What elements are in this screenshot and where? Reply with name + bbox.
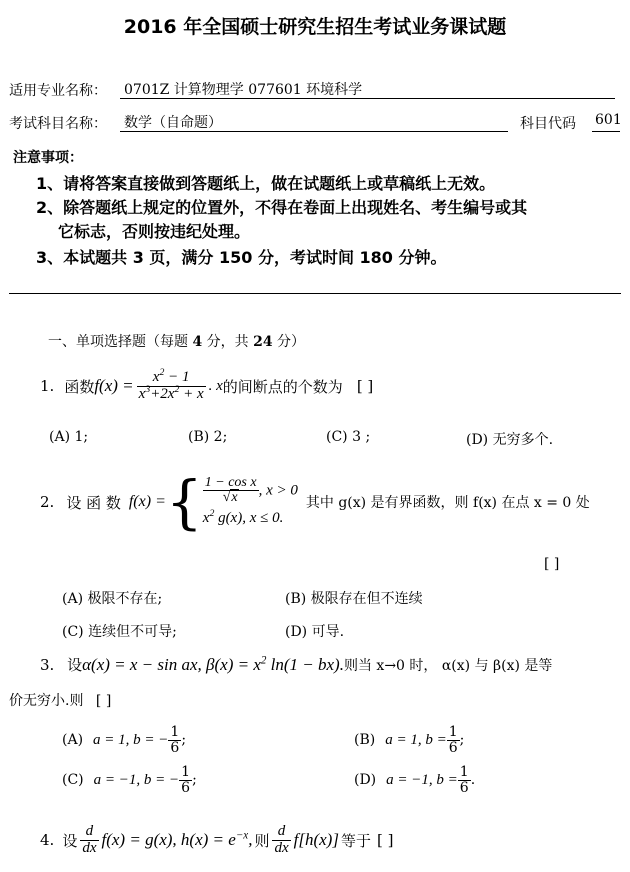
subject-underline — [120, 131, 508, 132]
section-heading-points: 4 — [192, 334, 203, 350]
q2-cases: $\frac{\text{1 − cos x}}{√x}$ , x > 0 $x^2$ g(x), x ≤ 0. — [202, 474, 298, 527]
answer-bracket: [ ] — [544, 556, 560, 572]
q1-option-c: (C) 3 ; — [326, 429, 371, 445]
option-letter: (B) — [354, 732, 376, 749]
q1-fraction: $\frac{x^2 - 1}{x^3+2x^2 + x}$ — [138, 366, 204, 402]
q3-option-b: (B) a = 1, b = $\frac{1}{6}$ ; — [354, 724, 465, 756]
major-label: 适用专业名称： — [9, 83, 107, 99]
q3-option-a: (A) a = 1, b = − $\frac{1}{6}$ ; — [62, 724, 187, 756]
section-heading-total: 24 — [253, 334, 273, 350]
q2-option-c: (C) 连续但不可导; — [62, 624, 177, 640]
question-number: 1. — [40, 377, 55, 395]
exam-title: 2016 年全国硕士研究生招生考试业务课试题 — [123, 16, 507, 38]
q2-option-d: (D) 可导. — [285, 624, 345, 640]
q3-formula: α(x) = x − sin ax, $\beta(x) = x^2$ ln(1 − bx). — [82, 654, 344, 674]
question-tail: 其中 g(x) 是有界函数，则 f(x) 在点 x = 0 处 — [305, 495, 590, 511]
q1-option-a: (A) 1; — [49, 429, 89, 445]
q3-option-d: (D) a = −1, b = $\frac{1}{6}$ . — [354, 764, 476, 796]
notice-item-2-cont: 它标志，否则按违纪处理。 — [58, 222, 251, 241]
question-line2: 价无穷小.则 — [9, 693, 84, 709]
major-underline — [120, 98, 615, 99]
subject-label: 考试科目名称： — [9, 116, 107, 132]
code-value: 601 — [595, 112, 622, 128]
option-letter: (C) — [62, 772, 84, 789]
answer-bracket: [ ] — [95, 693, 112, 709]
notice-item-1: 1、请将答案直接做到答题纸上，做在试题纸上或草稿纸上无效。 — [36, 174, 496, 193]
code-underline — [592, 131, 620, 132]
question-number: 3. — [40, 656, 55, 674]
q2-formula-lhs: f(x) = — [128, 493, 166, 510]
q1-formula-lhs: f(x) = — [94, 376, 134, 395]
section-heading-mid: 分，共 — [202, 334, 254, 350]
q4-formula-1: f(x) = g(x), $h(x) = e^{-x}$, — [101, 829, 253, 849]
question-lead: 设 — [67, 656, 83, 674]
q1-option-b: (B) 2; — [188, 429, 228, 445]
q1-option-d: (D) 无穷多个. — [466, 432, 554, 448]
divider-line — [9, 293, 621, 294]
question-2 — [40, 468, 590, 536]
major-value: 0701Z 计算物理学 077601 环境科学 — [124, 82, 363, 98]
question-lead: 函数 — [64, 377, 95, 396]
question-tail: 等于 — [340, 831, 371, 850]
question-tail: 则当 x→0 时， α(x) 与 β(x) 是等 — [343, 658, 553, 674]
q3-option-c: (C) a = −1, b = − $\frac{1}{6}$ ; — [62, 764, 197, 796]
notice-heading: 注意事项： — [13, 150, 83, 166]
section-heading-suffix: 分） — [272, 334, 306, 350]
answer-bracket: [ ] — [376, 831, 394, 849]
q1-formula-x: . x — [208, 377, 223, 394]
question-tail: 的间断点的个数为 — [222, 377, 343, 396]
section-heading-prefix: 一、单项选择题（每题 — [48, 334, 193, 350]
question-number: 2. — [40, 493, 55, 511]
code-label: 科目代码 — [520, 116, 576, 132]
subject-value: 数学（自命题） — [124, 115, 222, 131]
section-heading — [48, 331, 305, 351]
q4-formula-2: f[h(x)] — [293, 830, 339, 849]
question-lead: 设 — [62, 831, 78, 850]
answer-bracket: [ ] — [356, 377, 374, 395]
q2-brace: { — [165, 468, 203, 536]
question-3-line2 — [9, 690, 111, 710]
option-letter: (D) — [354, 772, 377, 789]
question-lead: 设 函 数 — [66, 493, 121, 512]
option-letter: (A) — [62, 732, 84, 749]
question-4: 4. 设 $\frac{d}{dx}$ f(x) = g(x), $h(x) = e^{-x}$, 则 $\frac{d}{dx}$ f[h(x)] 等于 [ ] — [40, 822, 394, 856]
q2-option-a: (A) 极限不存在; — [62, 591, 163, 607]
notice-item-3: 3、本试题共 3 页，满分 150 分，考试时间 180 分钟。 — [36, 248, 447, 267]
q2-option-b: (B) 极限存在但不连续 — [285, 591, 423, 607]
question-3 — [40, 654, 552, 675]
question-1 — [40, 364, 373, 408]
notice-item-2: 2、除答题纸上规定的位置外，不得在卷面上出现姓名、考生编号或其 — [36, 198, 528, 217]
question-number: 4. — [40, 831, 55, 849]
